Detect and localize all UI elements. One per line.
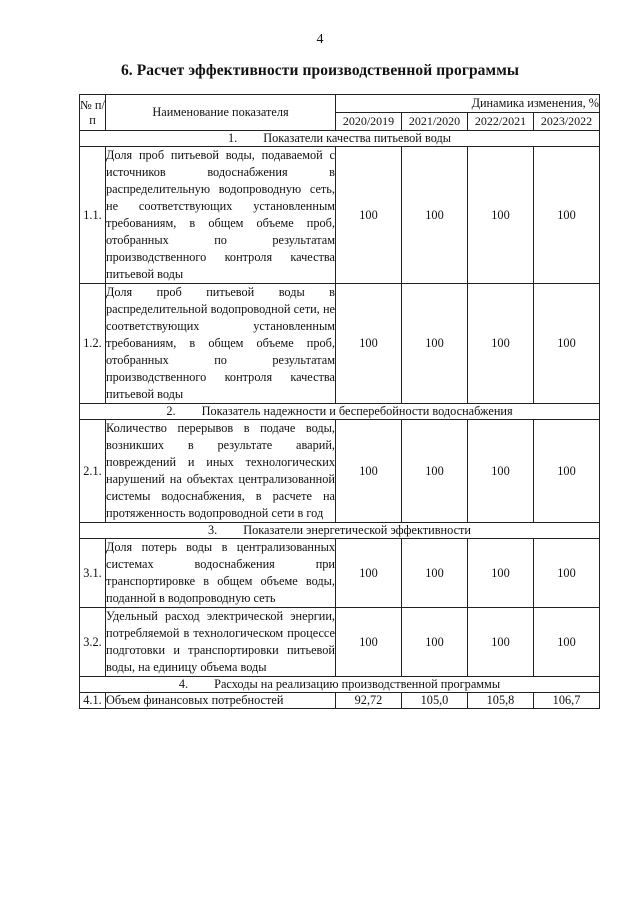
row-number: 1.2. <box>80 284 106 404</box>
row-value: 100 <box>534 420 600 523</box>
table-row <box>80 608 600 677</box>
page-number: 4 <box>316 32 324 47</box>
column-header-name: Наименование показателя <box>106 95 336 131</box>
section-title: Расходы на реализацию производственной программы <box>214 677 501 691</box>
row-number: 3.2. <box>80 608 106 677</box>
row-name: Удельный расход электрической энергии, потребляемой в технологическом процессе подготовки и транспортировки питьевой воды, на единицу объема воды <box>106 608 336 677</box>
row-value: 105,8 <box>468 693 534 709</box>
row-value: 100 <box>468 608 534 677</box>
table-header-row <box>80 95 600 113</box>
section-row <box>80 677 600 693</box>
row-number: 4.1. <box>80 693 106 709</box>
section-row <box>80 131 600 147</box>
column-header-year: 2023/2022 <box>534 113 600 131</box>
row-value: 100 <box>402 420 468 523</box>
column-header-year: 2022/2021 <box>468 113 534 131</box>
row-name: Доля проб питьевой воды в распределительной водопроводной сети, не соответствующих установленным требованиям, в общем объеме проб, отобранных по результатам производственного контроля качества питьевой воды <box>106 284 336 404</box>
row-value: 105,0 <box>402 693 468 709</box>
row-value: 100 <box>534 284 600 404</box>
column-header-num: № п/п <box>80 95 106 131</box>
row-value: 100 <box>468 147 534 284</box>
row-value: 100 <box>402 284 468 404</box>
row-name: Объем финансовых потребностей <box>106 693 336 709</box>
table-row <box>80 420 600 523</box>
section-title: Показатели качества питьевой воды <box>263 131 452 145</box>
row-value: 100 <box>402 147 468 284</box>
row-value: 100 <box>402 539 468 608</box>
row-value: 100 <box>468 539 534 608</box>
row-name: Доля потерь воды в централизованных системах водоснабжения при транспортировке в общем объеме воды, поданной в водопроводную сеть <box>106 539 336 608</box>
row-value: 100 <box>534 539 600 608</box>
row-number: 1.1. <box>80 147 106 284</box>
section-number: 4. <box>178 677 189 691</box>
column-header-year: 2021/2020 <box>402 113 468 131</box>
section-number: 3. <box>208 523 218 537</box>
section-title: Показатель надежности и бесперебойности водоснабжения <box>201 404 513 418</box>
row-value: 92,72 <box>336 693 402 709</box>
row-number: 3.1. <box>80 539 106 608</box>
document-title: 6. Расчет эффективности производственной программы <box>120 62 520 79</box>
section-heading <box>80 131 600 147</box>
row-value: 100 <box>336 608 402 677</box>
section-row <box>80 404 600 420</box>
section-heading <box>80 404 600 420</box>
section-number: 1. <box>228 131 238 145</box>
section-title: Показатели энергетической эффективности <box>243 523 471 537</box>
column-header-dynamics: Динамика изменения, % <box>336 95 600 113</box>
section-heading <box>80 523 600 539</box>
row-value: 100 <box>402 608 468 677</box>
row-value: 100 <box>468 284 534 404</box>
row-value: 100 <box>336 539 402 608</box>
row-number: 2.1. <box>80 420 106 523</box>
row-value: 100 <box>534 608 600 677</box>
row-value: 100 <box>336 147 402 284</box>
row-value: 100 <box>468 420 534 523</box>
table-row <box>80 539 600 608</box>
row-value: 106,7 <box>534 693 600 709</box>
row-name: Количество перерывов в подаче воды, возникших в результате аварий, повреждений и иных технологических нарушений на объектах централизованной системы водоснабжения, в расчете на протяженность водопроводной сети в год <box>106 420 336 523</box>
row-value: 100 <box>336 420 402 523</box>
section-number: 2. <box>166 404 176 418</box>
table-row <box>80 147 600 284</box>
section-heading <box>80 677 600 693</box>
section-row <box>80 523 600 539</box>
row-value: 100 <box>534 147 600 284</box>
table-row <box>80 693 600 709</box>
table-row <box>80 284 600 404</box>
column-header-year: 2020/2019 <box>336 113 402 131</box>
row-value: 100 <box>336 284 402 404</box>
efficiency-table <box>79 94 600 709</box>
row-name: Доля проб питьевой воды, подаваемой с источников водоснабжения в распределительную водопроводную сеть, не соответствующих установленным требованиям, в общем объеме проб, отобранных по результатам производственного контроля качества питьевой воды <box>106 147 336 284</box>
